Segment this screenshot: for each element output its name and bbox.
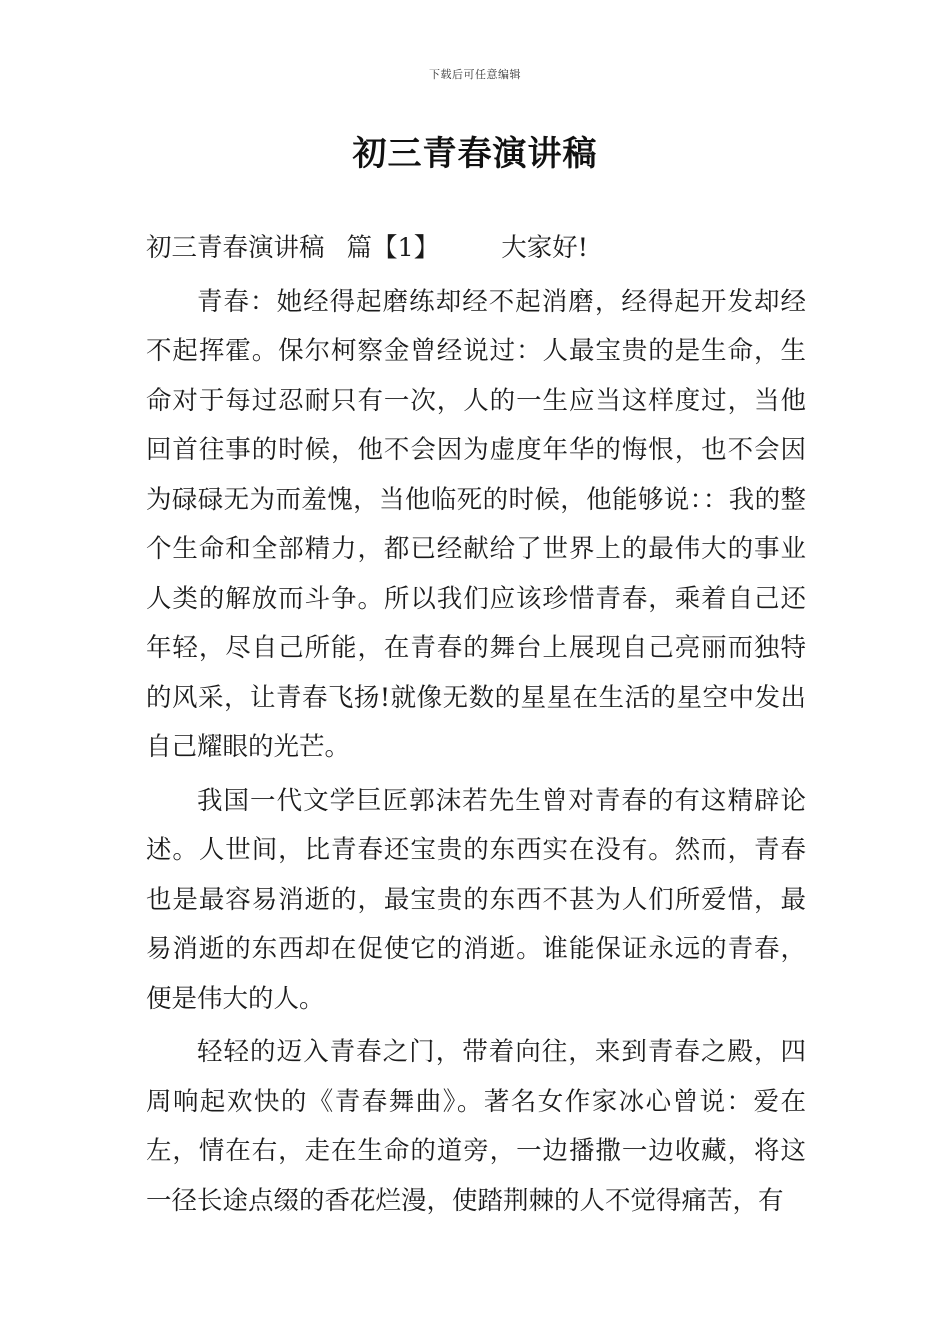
lead-doc-name: 初三青春演讲稿 bbox=[146, 233, 325, 263]
lead-line bbox=[146, 224, 806, 274]
document-body bbox=[146, 224, 806, 1226]
paragraph: 轻轻的迈入青春之门，带着向往，来到青春之殿，四周响起欢快的《青春舞曲》。著名女作家冰心曾说：爱在左，情在右，走在生命的道旁，一边播撒一边收藏，将这一径长途点缀的香花烂漫，使踏荆棘的人不觉得痛苦，有 bbox=[146, 1037, 806, 1216]
lead-greeting: 大家好! bbox=[501, 233, 588, 263]
header-note: 下载后可任意编辑 bbox=[429, 68, 521, 81]
lead-section: 篇【1】 bbox=[346, 233, 440, 263]
paragraph: 我国一代文学巨匠郭沫若先生曾对青春的有这精辟论述。人世间，比青春还宝贵的东西实在没有。然而，青春也是最容易消逝的，最宝贵的东西不甚为人们所爱惜，最易消逝的东西却在促使它的消逝。谁能保证永远的青春，便是伟大的人。 bbox=[146, 785, 806, 1014]
document-title: 初三青春演讲稿 bbox=[352, 134, 598, 174]
paragraph: 青春：她经得起磨练却经不起消磨，经得起开发却经不起挥霍。保尔柯察金曾经说过：人最宝贵的是生命，生命对于每过忍耐只有一次，人的一生应当这样度过，当他回首往事的时候，他不会因为虚度年华的悔恨，也不会因为碌碌无为而羞愧，当他临死的时候，他能够说：：我的整个生命和全部精力，都已经献给了世界上的最伟大的事业人类的解放而斗争。所以我们应该珍惜青春，乘着自己还年轻，尽自己所能，在青春的舞台上展现自己亮丽而独特的风采，让青春飞扬!就像无数的星星在生活的星空中发出自己耀眼的光芒。 bbox=[146, 286, 806, 762]
